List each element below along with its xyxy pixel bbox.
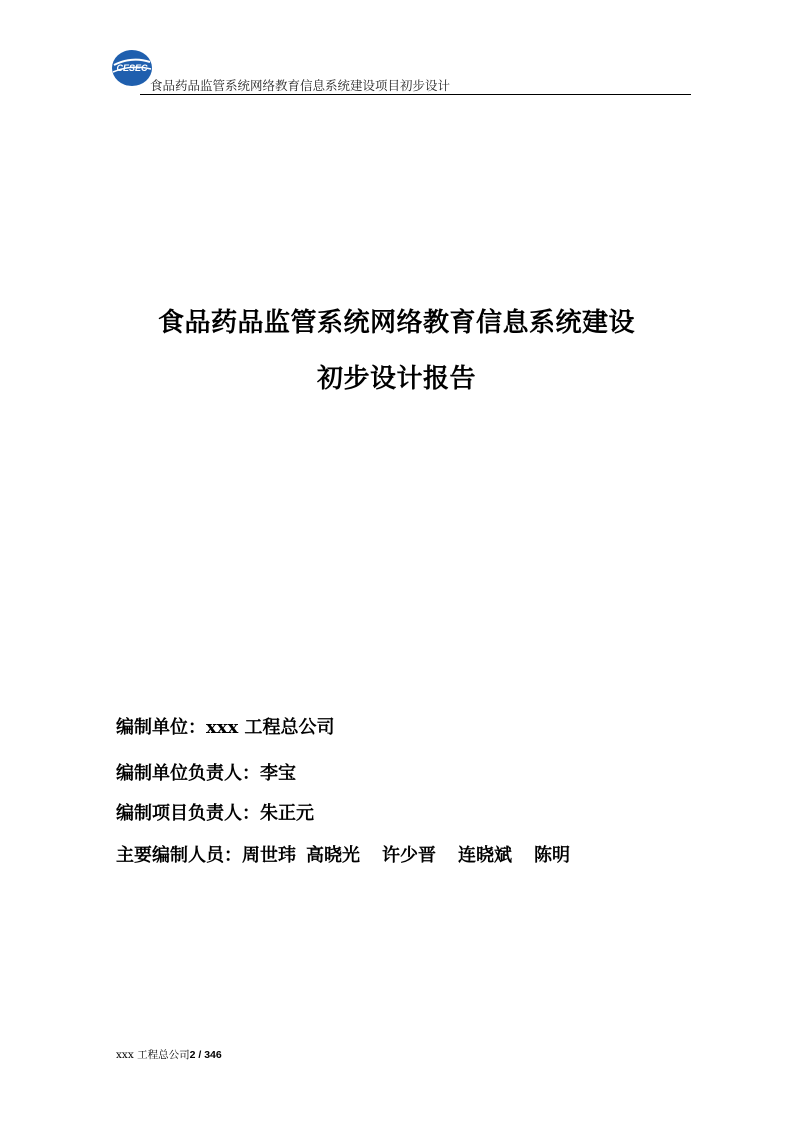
document-title-line-2: 初步设计报告 [316,364,476,394]
footer-company: xxx 工程总公司 [116,1049,190,1061]
page-header [110,48,691,96]
project-lead-row [116,799,314,825]
page-footer [116,1047,222,1062]
document-title-line-1: 食品药品监管系统网络教育信息系统建设 [157,308,635,338]
header-title: 食品药品监管系统网络教育信息系统建设项目初步设计 [150,78,451,93]
unit-lead-label: 编制单位负责人： [116,763,260,784]
staff-member: 许少晋 [382,845,436,866]
unit-lead-value: 李宝 [260,763,296,784]
staff-label: 主要编制人员： [116,845,242,866]
unit-lead-row [116,759,296,785]
compiling-unit-row [116,713,334,739]
header-divider [140,94,691,95]
compiling-unit-label: 编制单位： [116,717,206,738]
staff-member: 周世玮 [242,845,296,866]
page-number: 2 / 346 [189,1049,222,1061]
project-lead-label: 编制项目负责人： [116,803,260,824]
staff-row [116,841,570,867]
project-lead-value: 朱正元 [260,803,314,824]
staff-member: 高晓光 [306,845,360,866]
company-logo [110,48,154,88]
staff-member: 连晓斌 [458,845,512,866]
staff-member: 陈明 [534,845,570,866]
compiling-unit-value: xxx 工程总公司 [206,717,335,738]
logo-text: CESEC [116,63,148,73]
